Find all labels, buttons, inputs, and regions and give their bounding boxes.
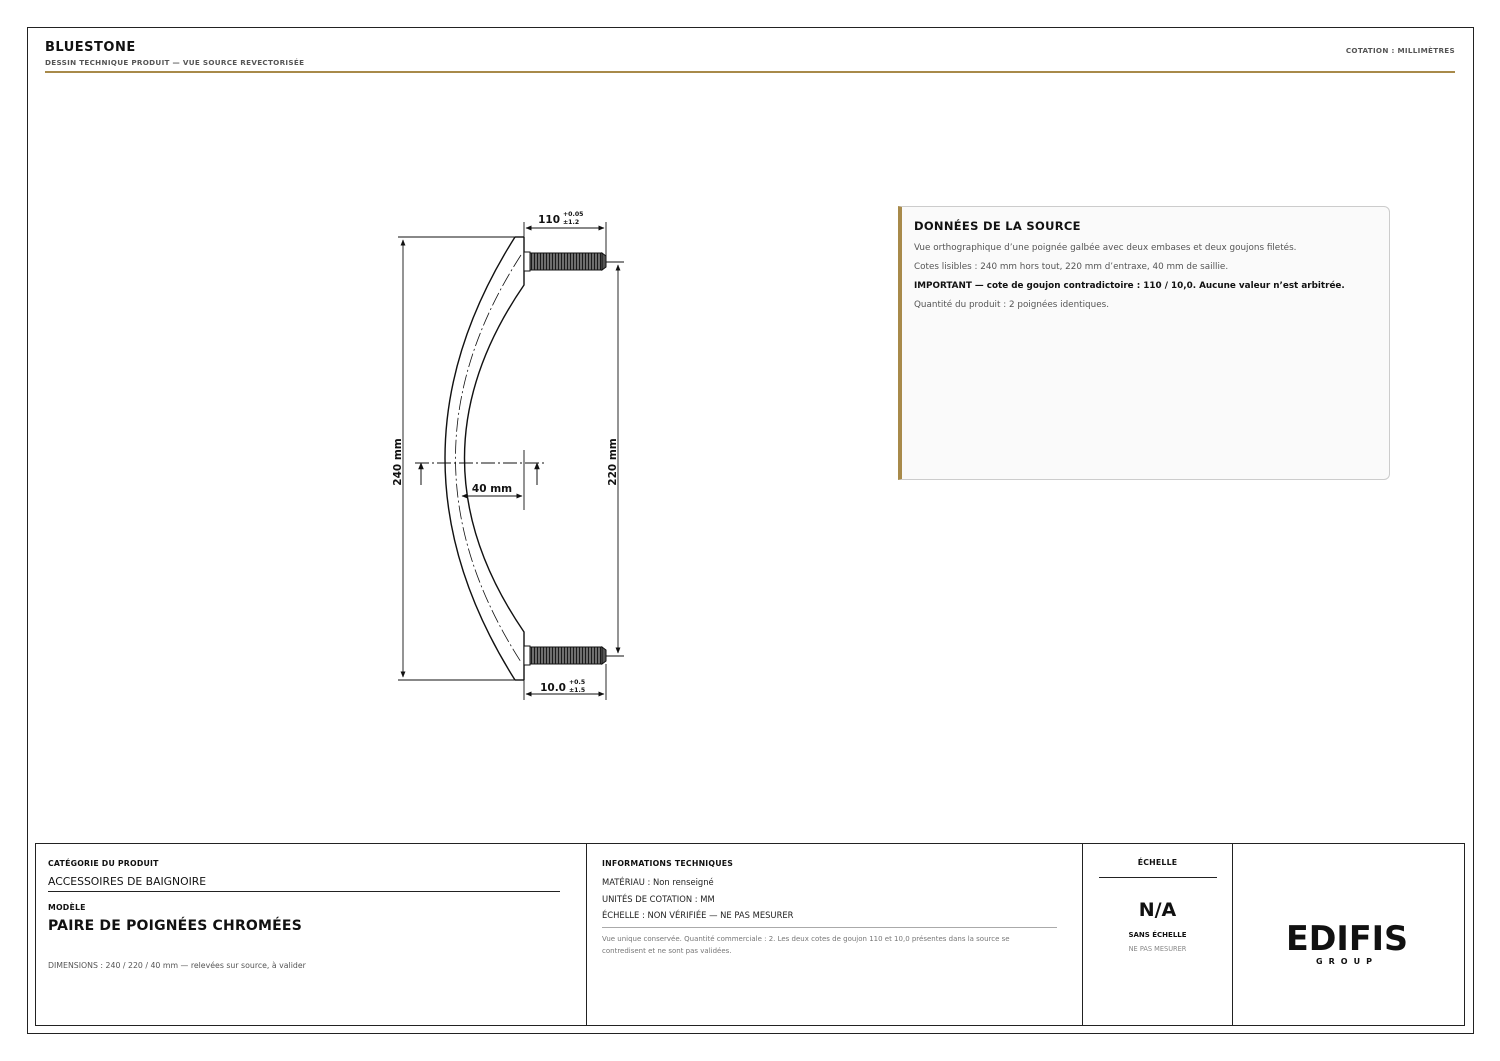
- info-scale: ÉCHELLE : NON VÉRIFIÉE — NE PAS MESURER: [602, 910, 794, 920]
- info-material: MATÉRIAU : Non renseigné: [602, 877, 714, 887]
- handle-outline: [445, 237, 524, 680]
- drawing-subtitle: DESSIN TECHNIQUE PRODUIT — VUE SOURCE REVECTORISÉE: [45, 58, 305, 67]
- title-block-scale: [1083, 844, 1233, 1025]
- dimension-overall-label: 240 mm: [392, 438, 404, 486]
- dimension-stud-bottom-tol-lower: ±1.5: [569, 687, 586, 694]
- dimension-stud-top: [524, 222, 606, 256]
- dimension-units: COTATION : MILLIMÈTRES: [1345, 46, 1455, 55]
- info-rule: [602, 927, 1057, 928]
- title-block: [35, 843, 1465, 1026]
- dimensions-summary: DIMENSIONS : 240 / 220 / 40 mm — relevées sur source, à valider: [48, 961, 306, 970]
- technical-info-label: INFORMATIONS TECHNIQUES: [602, 859, 734, 868]
- scale-rule: [1099, 877, 1217, 878]
- scale-subtitle: SANS ÉCHELLE: [1128, 931, 1187, 939]
- logo-wordmark: EDIFIS: [1286, 919, 1408, 959]
- dimension-overall: [398, 237, 515, 680]
- source-line-dimensions: Cotes lisibles : 240 mm hors tout, 220 mm d’entraxe, 40 mm de saillie.: [914, 262, 1229, 273]
- info-units: UNITÉS DE COTATION : MM: [602, 894, 715, 904]
- source-data-panel: [898, 206, 1390, 480]
- title-block-technical-info: [587, 844, 1083, 1025]
- info-note: Vue unique conservée. Quantité commerciale : 2. Les deux cotes de goujon 110 et 10,0 présentes dans la source se contredisent et ne sont pas validées.: [602, 935, 1010, 955]
- dimension-stud-top-tol-lower: ±1.2: [563, 219, 580, 226]
- scale-warning: NE PAS MESURER: [1128, 945, 1187, 953]
- edifis-logo: [1285, 918, 1410, 966]
- section-line: [415, 463, 545, 485]
- model-label: MODÈLE: [48, 903, 86, 912]
- source-data-title: DONNÉES DE LA SOURCE: [914, 219, 1081, 233]
- category-rule: [48, 891, 560, 892]
- title-block-product: [36, 844, 587, 1025]
- dimension-stud-top-value: 110: [538, 214, 560, 226]
- title-block-logo: [1233, 844, 1463, 1025]
- dimension-stud-bottom-tol-upper: +0.5: [569, 679, 586, 686]
- scale-value: N/A: [1138, 899, 1177, 921]
- dimension-stud-top-tol-upper: +0.05: [563, 211, 584, 218]
- model-value: PAIRE DE POIGNÉES CHROMÉES: [48, 918, 302, 934]
- dimension-stud-bottom-value: 10.0: [540, 682, 566, 694]
- handle-centerline: [456, 255, 522, 662]
- source-line-view: Vue orthographique d’une poignée galbée avec deux embases et deux goujons filetés.: [914, 243, 1297, 253]
- stud-bottom: [524, 646, 606, 665]
- dimension-projection-label: 40 mm: [471, 483, 513, 495]
- scale-label: ÉCHELLE: [1137, 858, 1178, 867]
- source-line-quantity: Quantité du produit : 2 poignées identiques.: [914, 300, 1109, 311]
- logo-subtext: GROUP: [1316, 957, 1378, 966]
- dimension-projection: [462, 450, 524, 510]
- brand-name: BLUESTONE: [45, 40, 136, 55]
- category-label: CATÉGORIE DU PRODUIT: [48, 859, 159, 868]
- source-line-important: IMPORTANT — cote de goujon contradictoire : 110 / 10,0. Aucune valeur n’est arbitrée.: [914, 281, 1345, 292]
- stud-top: [524, 252, 606, 271]
- category-value: ACCESSOIRES DE BAIGNOIRE: [48, 875, 207, 888]
- dimension-centers-label: 220 mm: [607, 438, 619, 486]
